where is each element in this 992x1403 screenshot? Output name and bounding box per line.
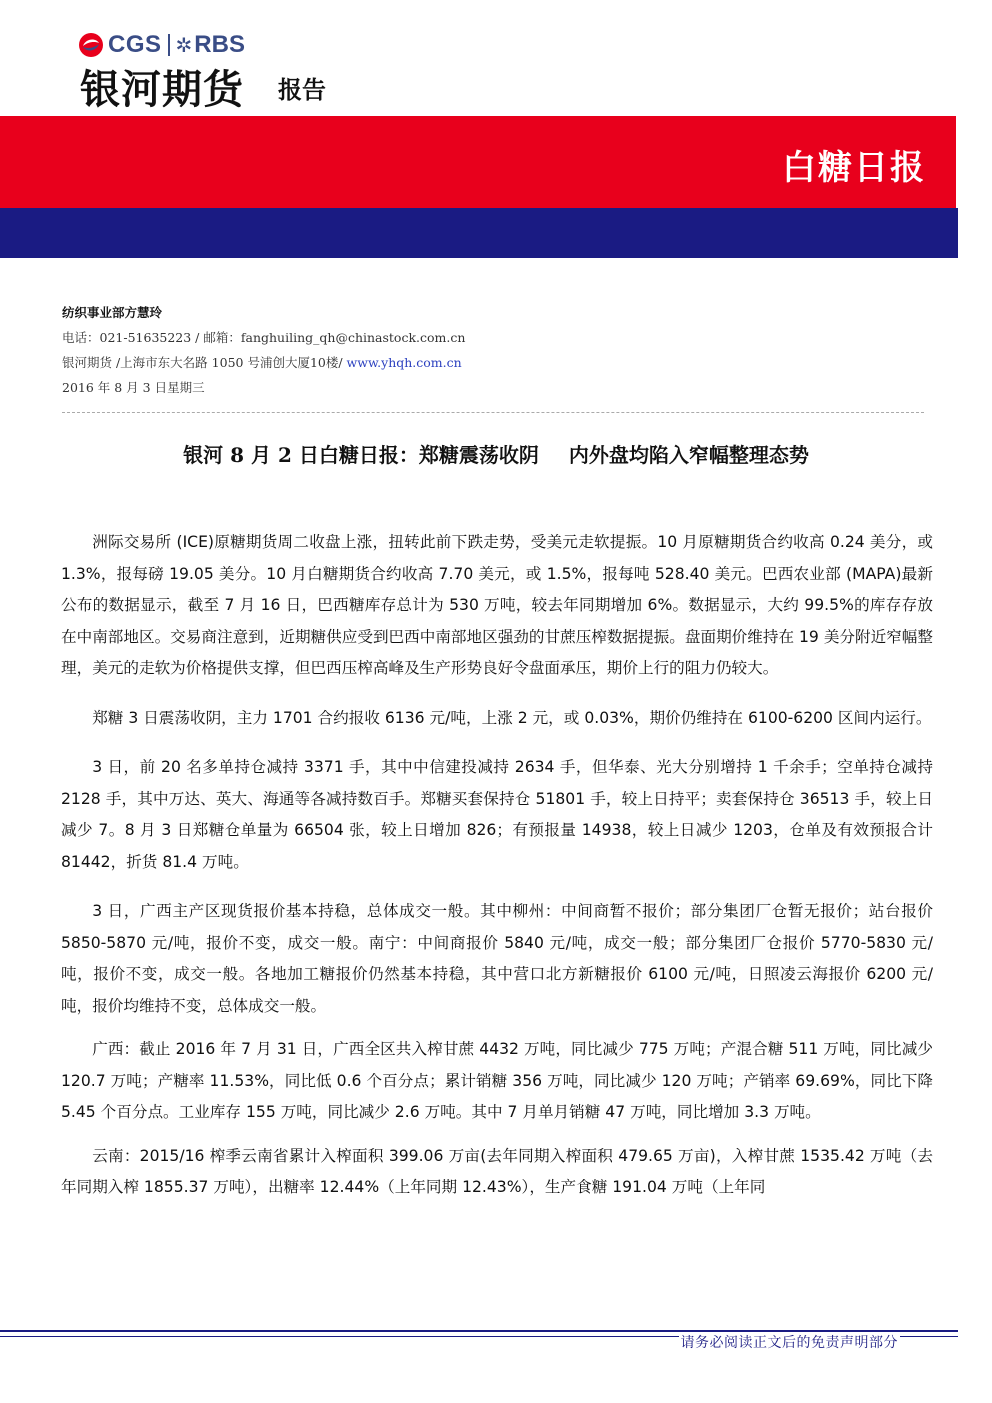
brand-suffix: 报告	[278, 76, 326, 104]
author-address	[62, 350, 465, 375]
report-title: 白糖日报	[782, 148, 926, 188]
paragraph: 3 日，广西主产区现货报价基本持稳，总体成交一般。其中柳州：中间商暂不报价；部分集团厂仓暂无报价；站台报价 5850-5870 元/吨，报价不变，成交一般。南宁：中间商报价 5840 元/吨，成交一般；部分集团厂仓报价 5770-5830 元/吨，报价不变，成交一般。各地加工糖报价仍然基本持稳，其中营口北方新糖报价 6100 元/吨，日照凌云海报价 6200 元/吨，报价均维持不变，总体成交一般。	[61, 902, 933, 1015]
author-contact: 电话：021-51635223 / 邮箱：fanghuiling_qh@chinastock.com.cn	[62, 330, 466, 345]
paragraph: 云南：2015/16 榨季云南省累计入榨面积 399.06 万亩(去年同期入榨面积 479.65 万亩)，入榨甘蔗 1535.42 万吨（去年同期入榨 1855.37 万吨），出糖率 12.44%（上年同期 12.43%），生产食糖 191.04 万吨（上年同	[61, 1146, 933, 1196]
paragraph: 3 日，前 20 名多单持仓减持 3371 手，其中中信建投减持 2634 手，但华泰、光大分别增持 1 千余手；空单持仓减持 2128 手，其中万达、英大、海通等各减持数百手。郑糖买套保持仓 51801 手，较上日持平；卖套保持仓 36513 手，较上日减少 7。8 月 3 日郑糖仓单量为 66504 张，较上日增加 826；有预报量 14938，较上日减少 1203，仓单及有效预报合计 81442，折货 81.4 万吨。	[61, 758, 933, 871]
logo-rbs-text: RBS	[194, 31, 245, 58]
brand-name: 银河期货	[80, 67, 244, 113]
dashed-divider	[62, 412, 924, 413]
headline-part-1: 银河 8 月 2 日白糖日报：郑糖震荡收阴	[183, 443, 539, 467]
logo-cgs-text: CGS	[108, 31, 162, 58]
cgs-swirl-icon	[78, 32, 104, 58]
paragraph: 洲际交易所 (ICE)原糖期货周二收盘上涨，扭转此前下跌走势，受美元走软提振。10 月原糖期货合约收高 0.24 美分，或 1.3%，报每磅 19.05 美分。10 月白糖期货合约收高 7.70 美元，或 1.5%，报每吨 528.40 美元。巴西农业部 (MAPA)最新公布的数据显示，截至 7 月 16 日，巴西糖库存总计为 530 万吨，较去年同期增加 6%。数据显示，大约 99.5%的库存存放在中南部地区。交易商注意到，近期糖供应受到巴西中南部地区强劲的甘蔗压榨数据提振。盘面期价维持在 19 美分附近窄幅整理，美元的走软为价格提供支撑，但巴西压榨高峰及生产形势良好令盘面承压，期价上行的阻力仍较大。	[61, 533, 933, 677]
logo-separator	[168, 34, 170, 56]
website-link[interactable]: www.yhqh.com.cn	[346, 355, 462, 370]
article-body	[61, 527, 933, 1222]
header-blue-band	[0, 208, 958, 258]
company-logo	[78, 30, 245, 60]
headline-part-2: 内外盘均陷入窄幅整理态势	[568, 443, 809, 467]
footer-rule-top	[0, 1330, 958, 1332]
author-block	[62, 300, 465, 400]
rbs-mark-icon: ✲	[175, 33, 193, 57]
paragraph: 广西：截止 2016 年 7 月 31 日，广西全区共入榨甘蔗 4432 万吨，同比减少 775 万吨；产混合糖 511 万吨，同比减少 120.7 万吨；产糖率 11.53%，同比低 0.6 个百分点；累计销糖 356 万吨，同比减少 120 万吨；产销率 69.69%，同比下降 5.45 个百分点。工业库存 155 万吨，同比减少 2.6 万吨。其中 7 月单月销糖 47 万吨，同比增加 3.3 万吨。	[61, 1040, 933, 1121]
report-date: 2016 年 8 月 3 日星期三	[62, 380, 205, 395]
author-name: 纺织事业部方慧玲	[62, 305, 163, 320]
paragraph: 郑糖 3 日震荡收阴，主力 1701 合约报收 6136 元/吨，上涨 2 元，或 0.03%，期价仍维持在 6100-6200 区间内运行。	[92, 708, 932, 727]
article-headline	[0, 441, 992, 469]
disclaimer-note: 请务必阅读正文后的免责声明部分	[680, 1335, 898, 1351]
address-text: 银河期货 /上海市东大名路 1050 号浦创大厦10楼/	[62, 355, 347, 370]
